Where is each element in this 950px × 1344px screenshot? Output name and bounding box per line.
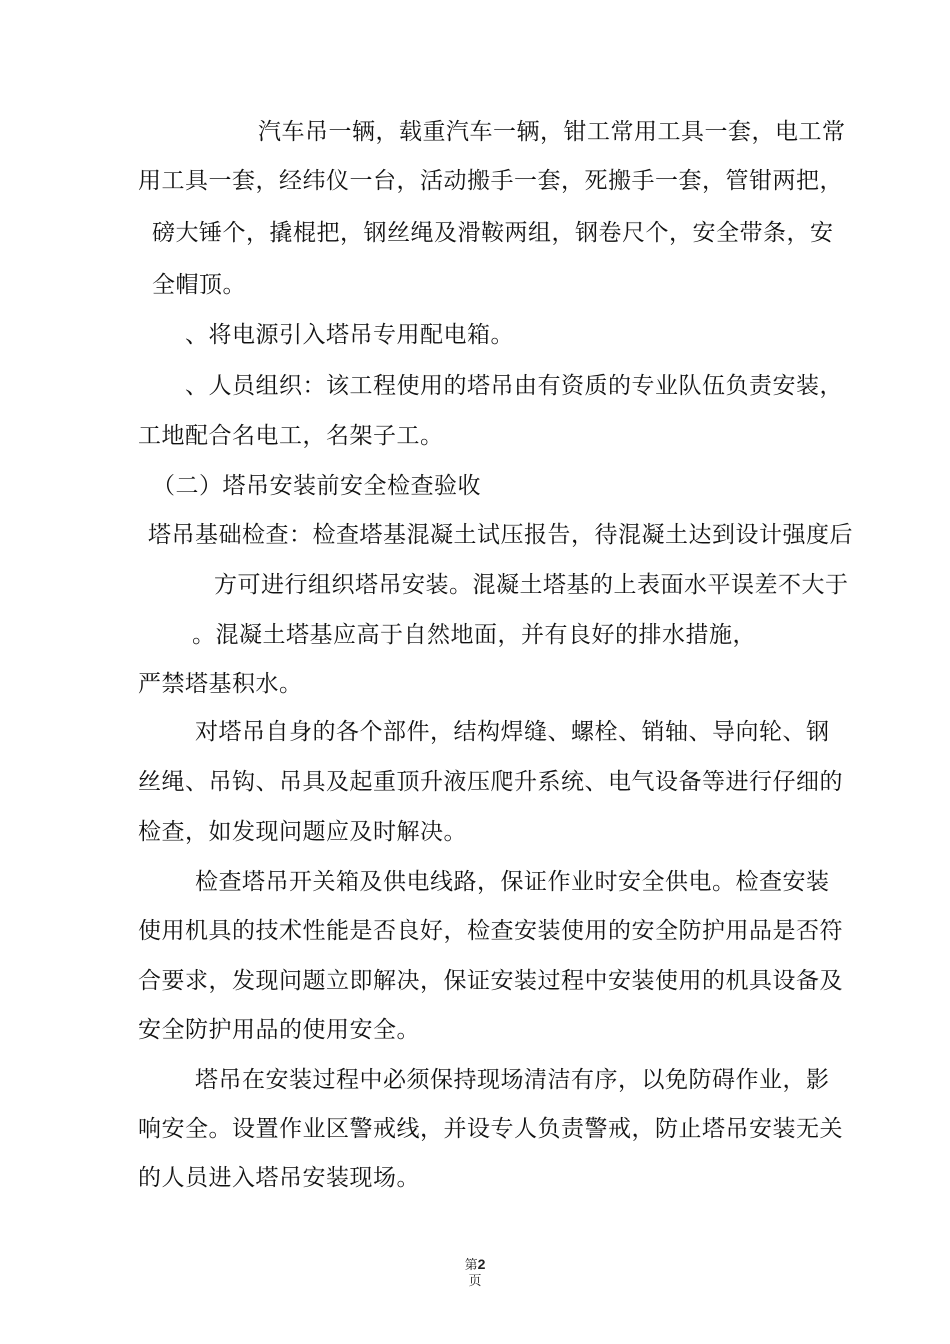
switchbox-line-4: 安全防护用品的使用安全。 [138,1017,420,1043]
foundation-line-2: 方可进行组织塔吊安装。混凝土塔基的上表面水平误差不大于 [214,572,849,598]
equipment-line-2: 用工具一套，经纬仪一台，活动搬手一套，死搬手一套，管钳两把， [138,168,843,194]
components-line-1: 对塔吊自身的各个部件，结构焊缝、螺栓、销轴、导向轮、钢 [195,719,830,745]
foundation-line-4: 严禁塔基积水。 [138,671,303,697]
page-number-prefix: 第 [464,1258,478,1273]
components-line-3: 检查，如发现问题应及时解决。 [138,819,467,845]
site-line-1: 塔吊在安装过程中必须保持现场清洁有序，以免防碍作业，影 [195,1067,830,1093]
switchbox-line-3: 合要求，发现问题立即解决，保证安装过程中安装使用的机具设备及 [138,968,843,994]
switchbox-line-1: 检查塔吊开关箱及供电线路，保证作业时安全供电。检查安装 [195,869,830,895]
equipment-line-4: 全帽顶。 [152,272,246,298]
switchbox-line-2: 使用机具的技术性能是否良好，检查安装使用的安全防护用品是否符 [138,918,843,944]
page-number-bottom [0,1274,950,1290]
section-heading: （二）塔吊安装前安全检查验收 [152,473,481,499]
page-number-top [0,1256,950,1274]
equipment-line-3: 磅大锤个，撬棍把，钢丝绳及滑鞍两组，钢卷尺个，安全带条，安 [152,220,834,246]
site-line-2: 响安全。设置作业区警戒线，并设专人负责警戒，防止塔吊安装无关 [138,1116,843,1142]
components-line-2: 丝绳、吊钩、吊具及起重顶升液压爬升系统、电气设备等进行仔细的 [138,769,843,795]
equipment-line-1: 汽车吊一辆，载重汽车一辆，钳工常用工具一套，电工常 [258,119,846,145]
page-number-value: 2 [477,1256,486,1272]
site-line-3: 的人员进入塔吊安装现场。 [138,1165,420,1191]
power-line: 、将电源引入塔吊专用配电箱。 [185,322,514,348]
foundation-line-1: 塔吊基础检查：检查塔基混凝土试压报告，待混凝土达到设计强度后 [148,522,853,548]
personnel-line-1: 、人员组织：该工程使用的塔吊由有资质的专业队伍负责安装， [185,373,843,399]
foundation-line-3: 。混凝土塔基应高于自然地面，并有良好的排水措施， [192,622,756,648]
page-number-suffix: 页 [468,1274,482,1289]
personnel-line-2: 工地配合名电工，名架子工。 [138,423,444,449]
